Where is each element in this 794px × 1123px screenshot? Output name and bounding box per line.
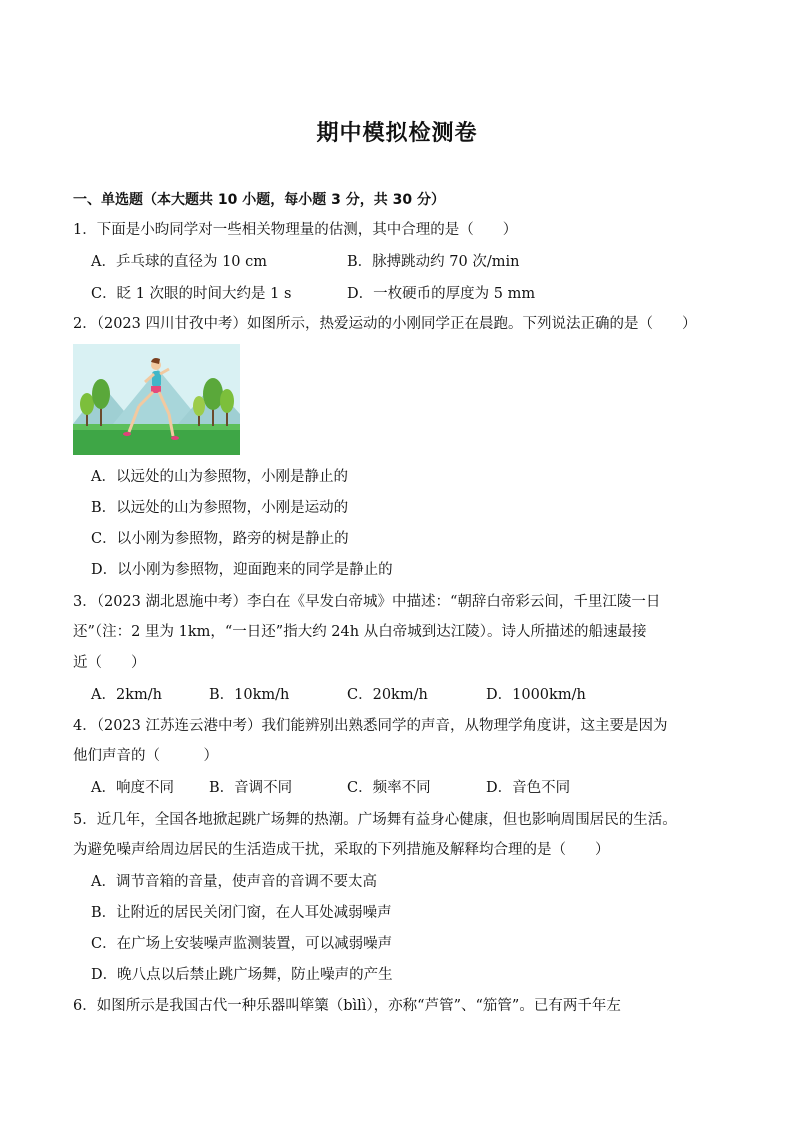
question-3-option-b: B．10km/h: [209, 687, 290, 703]
question-5-line-1: 5．近几年，全国各地掀起跳广场舞的热潮。广场舞有益身心健康，但也影响周围居民的生活。: [73, 812, 677, 828]
question-5-option-b: B．让附近的居民关闭门窗，在人耳处减弱噪声: [91, 905, 392, 921]
question-4-option-a: A．响度不同: [91, 780, 174, 796]
question-2-option-b: B．以远处的山为参照物，小刚是运动的: [91, 500, 349, 516]
question-5-option-d: D．晚八点以后禁止跳广场舞，防止噪声的产生: [91, 967, 393, 983]
question-4-line-1: 4．（2023 江苏连云港中考）我们能辨别出熟悉同学的声音，从物理学角度讲，这主要是因为: [73, 718, 668, 734]
question-5-line-2: 为避免噪声给周边居民的生活造成干扰，采取的下列措施及解释均合理的是（ ）: [73, 842, 610, 858]
question-5-option-a: A．调节音箱的音量，使声音的音调不要太高: [91, 874, 377, 890]
question-2-option-d: D．以小刚为参照物，迎面跑来的同学是静止的: [91, 562, 393, 578]
question-3-option-a: A．2km/h: [91, 687, 162, 703]
question-3-line-1: 3．（2023 湖北恩施中考）李白在《早发白帝城》中描述：“朝辞白帝彩云间，千里江陵一日: [73, 594, 661, 610]
question-4-option-b: B．音调不同: [209, 780, 293, 796]
question-3-line-3: 近（ ）: [73, 655, 146, 671]
question-2-option-a: A．以远处的山为参照物，小刚是静止的: [91, 469, 348, 485]
question-3-line-2: 还”（注：2 里为 1km，“一日还”指大约 24h 从白帝城到达江陵）。诗人所描述的船速最接: [73, 624, 647, 640]
runner-illustration: [73, 344, 240, 455]
question-1-option-b: B．脉搏跳动约 70 次/min: [347, 254, 520, 270]
question-3-option-d: D．1000km/h: [486, 687, 586, 703]
question-1-option-c: C．眨 1 次眼的时间大约是 1 s: [91, 286, 292, 302]
question-4-line-2: 他们声音的（ ）: [73, 748, 218, 764]
question-6-line-1: 6．如图所示是我国古代一种乐器叫筚篥（bìlì），亦称“芦管”、“笳管”。已有两千年左: [73, 998, 621, 1014]
question-1-option-d: D．一枚硬币的厚度为 5 mm: [347, 286, 536, 302]
page-title: 期中模拟检测卷: [316, 121, 478, 146]
question-4-option-c: C．频率不同: [347, 780, 431, 796]
section-heading: 一、单选题（本大题共 10 小题，每小题 3 分，共 30 分）: [73, 192, 445, 208]
question-2-stem: 2．（2023 四川甘孜中考）如图所示，热爱运动的小刚同学正在晨跑。下列说法正确的是（ ）: [73, 316, 697, 332]
question-3-option-c: C．20km/h: [347, 687, 428, 703]
question-1-stem: 1．下面是小昀同学对一些相关物理量的估测，其中合理的是（ ）: [73, 222, 518, 238]
question-5-option-c: C．在广场上安装噪声监测装置，可以减弱噪声: [91, 936, 393, 952]
question-1-option-a: A．乒乓球的直径为 10 cm: [91, 254, 268, 270]
question-4-option-d: D．音色不同: [486, 780, 571, 796]
question-2-option-c: C．以小刚为参照物，路旁的树是静止的: [91, 531, 349, 547]
